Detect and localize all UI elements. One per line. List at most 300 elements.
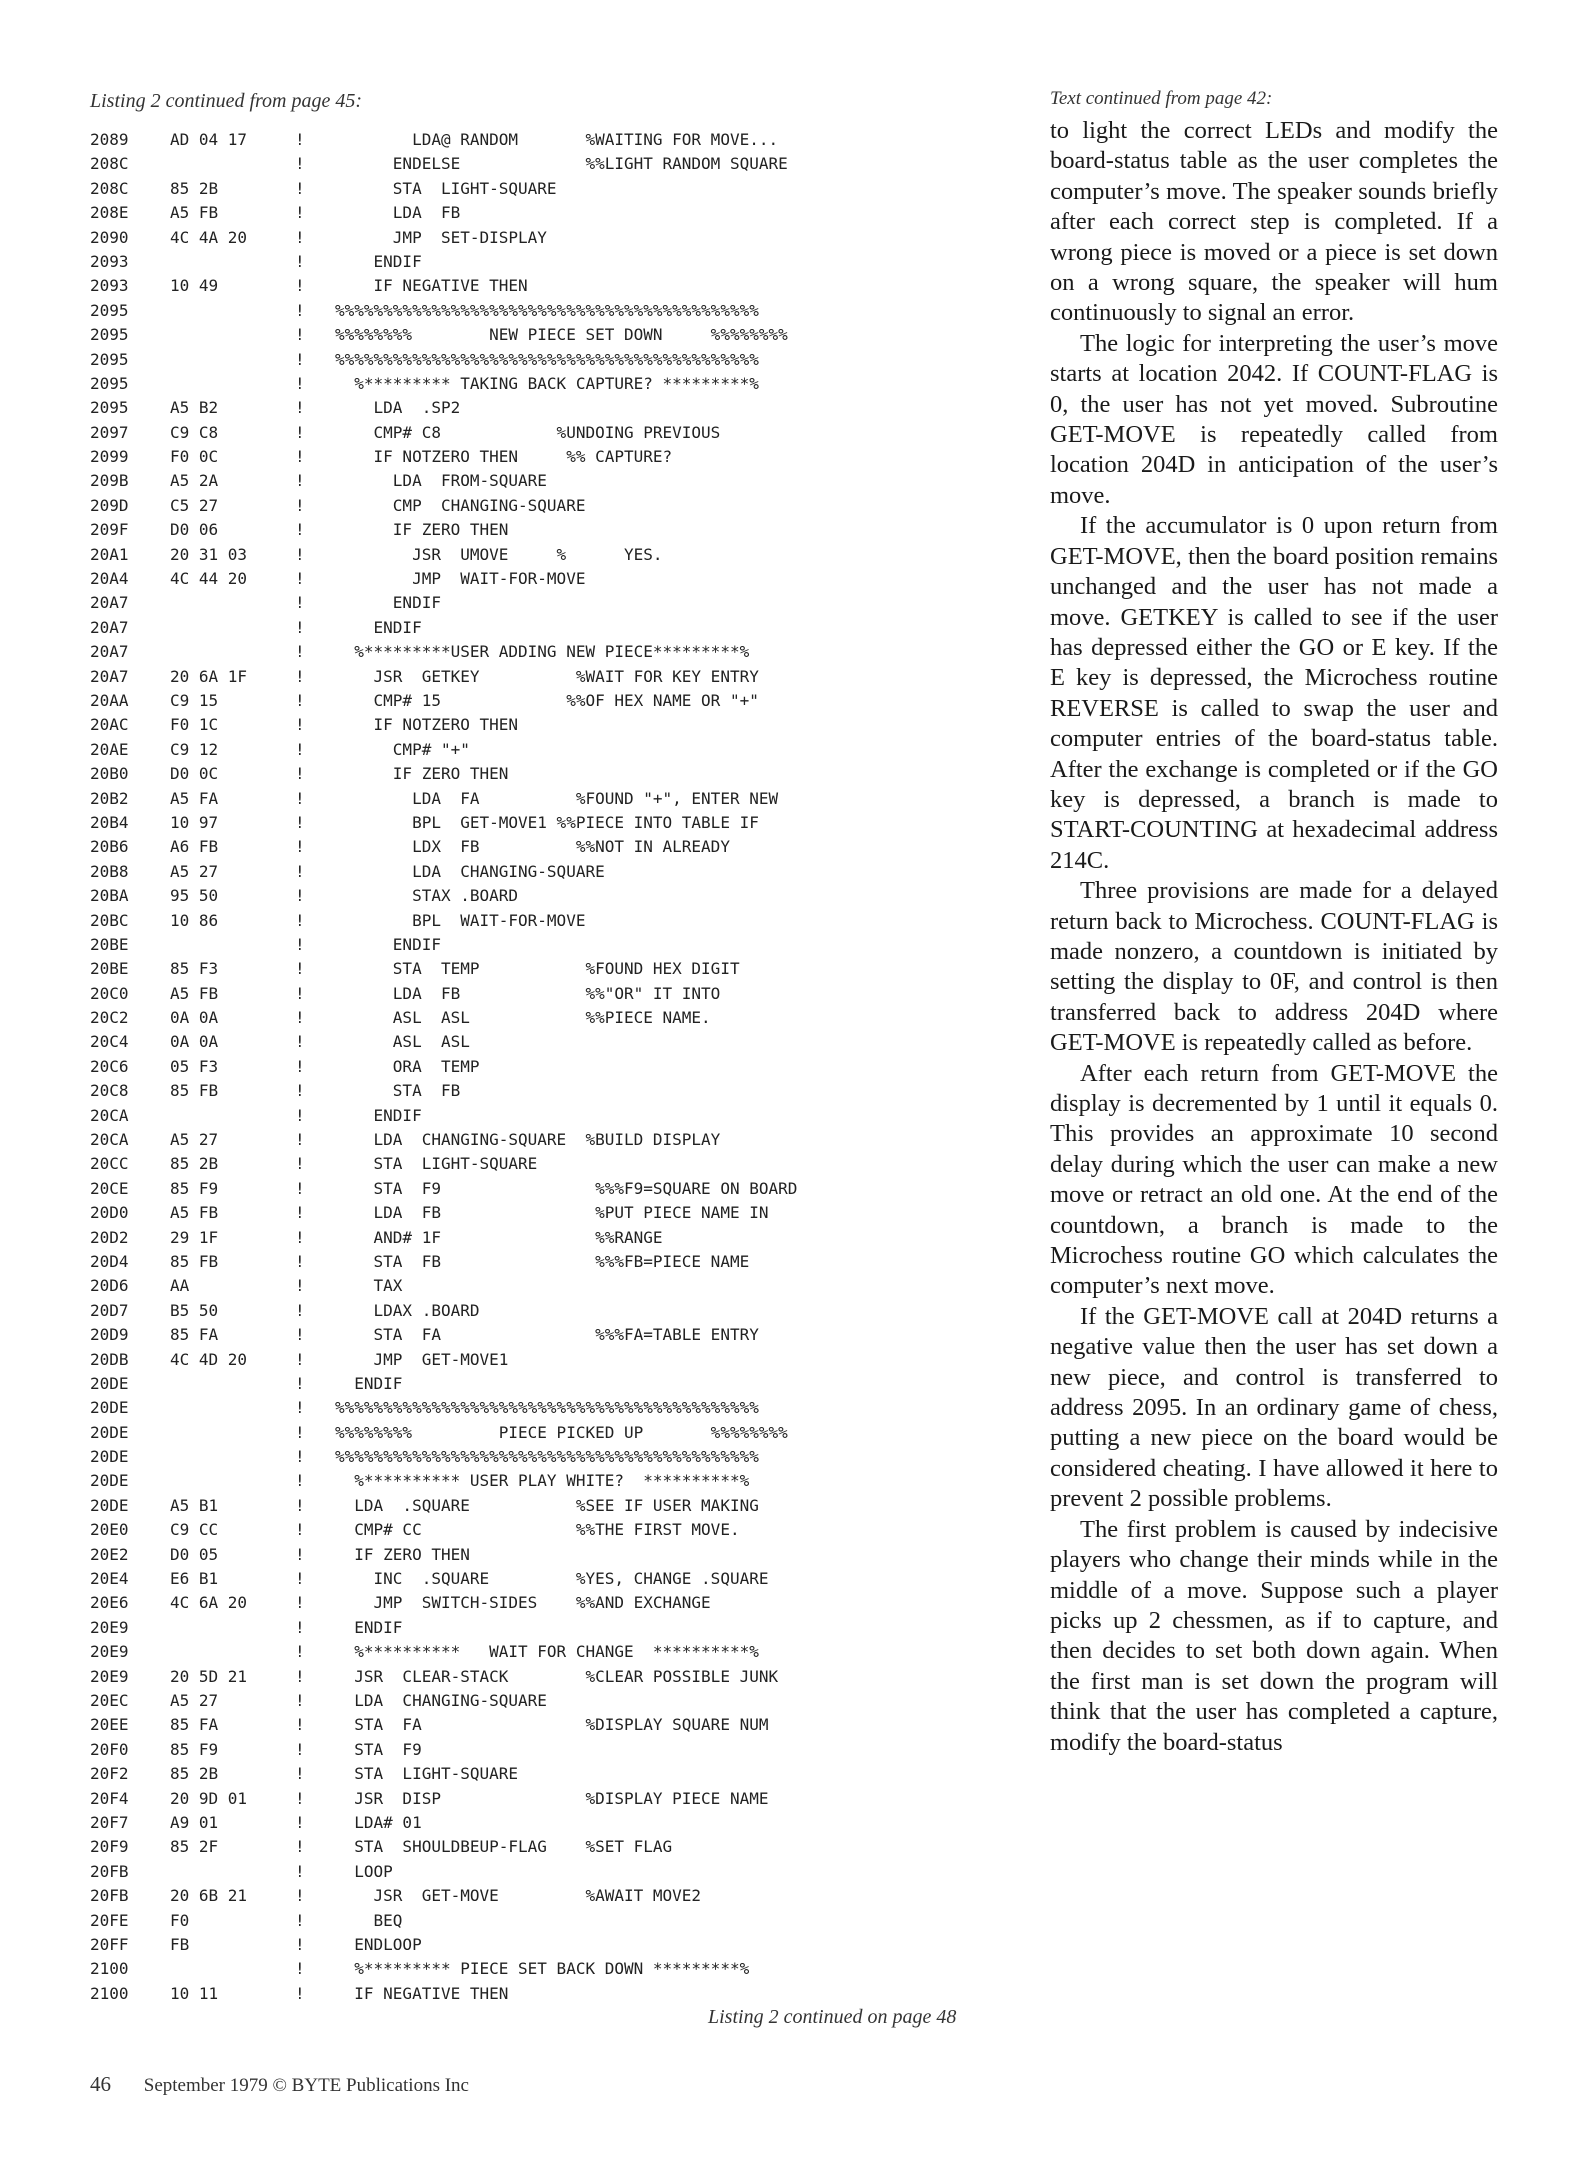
- listing-source: IF ZERO THEN: [335, 1544, 470, 1564]
- listing-address: 209D: [90, 495, 129, 515]
- listing-row: [90, 152, 1010, 176]
- listing-separator: !: [295, 1910, 305, 1930]
- listing-address: 2100: [90, 1983, 129, 2003]
- listing-source: LDA .SP2: [335, 398, 461, 418]
- listing-separator: !: [295, 1154, 305, 1174]
- listing-row: [90, 128, 1010, 152]
- listing-hex: 4C 4D 20: [170, 1349, 248, 1369]
- listing-address: 20CA: [90, 1105, 129, 1125]
- listing-hex: A5 FA: [170, 788, 219, 808]
- listing-row: [90, 177, 1010, 201]
- listing-hex: D0 0C: [170, 764, 219, 784]
- listing-separator: !: [295, 1593, 305, 1613]
- listing-source: ASL ASL: [335, 1032, 470, 1052]
- listing-address: 20D6: [90, 1276, 129, 1296]
- listing-source: JSR GETKEY %WAIT FOR KEY ENTRY: [335, 666, 759, 686]
- listing-row: [90, 226, 1010, 250]
- listing-row: [90, 787, 1010, 811]
- listing-hex: C5 27: [170, 495, 219, 515]
- listing-source: STA FA %DISPLAY SQUARE NUM: [335, 1715, 769, 1735]
- listing-separator: !: [295, 1227, 305, 1247]
- listing-address: 208E: [90, 203, 129, 223]
- listing-address: 20D9: [90, 1325, 129, 1345]
- listing-hex: C9 15: [170, 690, 219, 710]
- listing-source: ENDIF: [335, 934, 441, 954]
- listing-hex: A5 27: [170, 861, 219, 881]
- listing-separator: !: [295, 1447, 305, 1467]
- listing-source: ENDIF: [335, 251, 422, 271]
- listing-row: [90, 1518, 1010, 1542]
- listing-hex: 05 F3: [170, 1056, 219, 1076]
- listing-separator: !: [295, 1056, 305, 1076]
- listing-source: STA F9: [335, 1739, 422, 1759]
- listing-address: 20B2: [90, 788, 129, 808]
- listing-separator: !: [295, 593, 305, 613]
- listing-address: 20A7: [90, 666, 129, 686]
- listing-row: [90, 1396, 1010, 1420]
- listing-separator: !: [295, 1325, 305, 1345]
- listing-separator: !: [295, 1569, 305, 1589]
- listing-hex: 20 5D 21: [170, 1666, 248, 1686]
- listing-separator: !: [295, 1300, 305, 1320]
- listing-separator: !: [295, 1276, 305, 1296]
- listing-separator: !: [295, 1130, 305, 1150]
- listing-row: [90, 1348, 1010, 1372]
- listing-separator: !: [295, 349, 305, 369]
- listing-source: BPL GET-MOVE1 %%PIECE INTO TABLE IF: [335, 812, 759, 832]
- listing-address: 20D2: [90, 1227, 129, 1247]
- listing-separator: !: [295, 861, 305, 881]
- listing-source: %%%%%%%%%%%%%%%%%%%%%%%%%%%%%%%%%%%%%%%%%%%%: [335, 1447, 759, 1467]
- listing-address: 20C6: [90, 1056, 129, 1076]
- listing-separator: !: [295, 373, 305, 393]
- listing-source: LDA@ RANDOM %WAITING FOR MOVE...: [335, 130, 779, 149]
- listing-hex: 85 F3: [170, 959, 219, 979]
- listing-source: ENDIF: [335, 1105, 422, 1125]
- listing-separator: !: [295, 130, 305, 149]
- listing-hex: 85 FB: [170, 1251, 219, 1271]
- listing-separator: !: [295, 1349, 305, 1369]
- listing-source: IF NOTZERO THEN: [335, 715, 519, 735]
- listing-address: 20D7: [90, 1300, 129, 1320]
- listing-row: [90, 1372, 1010, 1396]
- code-listing: [90, 128, 1010, 2006]
- listing-source: STA FA %%%FA=TABLE ENTRY: [335, 1325, 759, 1345]
- listing-separator: !: [295, 251, 305, 271]
- listing-source: ORA TEMP: [335, 1056, 480, 1076]
- listing-separator: !: [295, 910, 305, 930]
- listing-source: %********* PIECE SET BACK DOWN *********%: [335, 1959, 750, 1979]
- listing-row: [90, 1787, 1010, 1811]
- listing-source: %%%%%%%%%%%%%%%%%%%%%%%%%%%%%%%%%%%%%%%%%%%%: [335, 349, 759, 369]
- listing-row: [90, 1811, 1010, 1835]
- listing-row: [90, 1835, 1010, 1859]
- listing-separator: !: [295, 959, 305, 979]
- listing-source: LDA CHANGING-SQUARE %BUILD DISPLAY: [335, 1130, 721, 1150]
- listing-row: [90, 1689, 1010, 1713]
- listing-separator: !: [295, 495, 305, 515]
- listing-source: IF ZERO THEN: [335, 764, 509, 784]
- listing-separator: !: [295, 1861, 305, 1881]
- listing-separator: !: [295, 1837, 305, 1857]
- listing-row: [90, 323, 1010, 347]
- listing-source: LDA FB %PUT PIECE NAME IN: [335, 1203, 769, 1223]
- listing-hex: A5 B1: [170, 1495, 219, 1515]
- listing-source: LDX FB %%NOT IN ALREADY: [335, 837, 730, 857]
- listing-separator: !: [295, 1739, 305, 1759]
- listing-row: [90, 494, 1010, 518]
- listing-separator: !: [295, 569, 305, 589]
- article-paragraph: The first problem is caused by indecisive players who change their minds while in the middle of a move. Suppose such a player picks up 2 chessmen, as if to capture, and then decides to set both down again. When the first man is set down the program will think that the user has completed a capture, modify the board-status: [1050, 1515, 1498, 1756]
- listing-row: [90, 1640, 1010, 1664]
- listing-source: LDA CHANGING-SQUARE: [335, 1691, 547, 1710]
- listing-hex: F0 0C: [170, 447, 219, 467]
- listing-separator: !: [295, 1081, 305, 1101]
- listing-address: 20F9: [90, 1837, 129, 1857]
- listing-address: 20CE: [90, 1178, 129, 1198]
- listing-source: ENDIF: [335, 1617, 403, 1637]
- listing-separator: !: [295, 178, 305, 198]
- listing-row: [90, 348, 1010, 372]
- listing-address: 20DB: [90, 1349, 129, 1369]
- listing-address: 20EE: [90, 1715, 129, 1735]
- listing-hex: 85 FA: [170, 1325, 219, 1345]
- listing-source: %*********USER ADDING NEW PIECE*********%: [335, 642, 750, 662]
- listing-row: [90, 1567, 1010, 1591]
- listing-separator: !: [295, 1788, 305, 1808]
- listing-separator: !: [295, 1520, 305, 1540]
- listing-row: [90, 665, 1010, 689]
- listing-source: %********** WAIT FOR CHANGE **********%: [335, 1642, 759, 1662]
- listing-source: BPL WAIT-FOR-MOVE: [335, 910, 586, 930]
- listing-address: 2095: [90, 349, 129, 369]
- listing-source: CMP CHANGING-SQUARE: [335, 495, 586, 515]
- listing-separator: !: [295, 544, 305, 564]
- listing-row: [90, 835, 1010, 859]
- listing-address: 2093: [90, 251, 129, 271]
- listing-row: [90, 274, 1010, 298]
- listing-hex: C9 CC: [170, 1520, 219, 1540]
- listing-address: 20CC: [90, 1154, 129, 1174]
- listing-separator: !: [295, 1544, 305, 1564]
- listing-address: 20C8: [90, 1081, 129, 1101]
- listing-address: 20BC: [90, 910, 129, 930]
- listing-separator: !: [295, 617, 305, 637]
- listing-hex: 20 6B 21: [170, 1886, 248, 1906]
- listing-address: 20FB: [90, 1886, 129, 1906]
- listing-row: [90, 1616, 1010, 1640]
- listing-address: 20CA: [90, 1130, 129, 1150]
- listing-separator: !: [295, 1764, 305, 1784]
- listing-hex: 95 50: [170, 886, 219, 906]
- listing-hex: 85 FA: [170, 1715, 219, 1735]
- listing-row: [90, 518, 1010, 542]
- listing-address: 20DE: [90, 1422, 129, 1442]
- listing-hex: 85 2B: [170, 1154, 219, 1174]
- listing-source: JMP GET-MOVE1: [335, 1349, 509, 1369]
- listing-row: [90, 1982, 1010, 2006]
- listing-row: [90, 1177, 1010, 1201]
- listing-hex: D0 05: [170, 1544, 219, 1564]
- listing-source: LDA FB: [335, 203, 461, 223]
- listing-row: [90, 1469, 1010, 1493]
- listing-hex: A5 FB: [170, 1203, 219, 1223]
- listing-separator: !: [295, 422, 305, 442]
- listing-hex: 85 2B: [170, 1764, 219, 1784]
- listing-hex: F0: [170, 1910, 190, 1930]
- listing-hex: D0 06: [170, 520, 219, 540]
- listing-hex: A5 FB: [170, 203, 219, 223]
- listing-row: [90, 299, 1010, 323]
- listing-address: 20E2: [90, 1544, 129, 1564]
- listing-row: [90, 543, 1010, 567]
- article-continued-header: Text continued from page 42:: [1050, 88, 1273, 109]
- listing-address: 2095: [90, 373, 129, 393]
- listing-address: 2097: [90, 422, 129, 442]
- listing-row: [90, 1323, 1010, 1347]
- listing-separator: !: [295, 520, 305, 540]
- listing-hex: 4C 44 20: [170, 569, 248, 589]
- article-paragraph: If the accumulator is 0 upon return from GET-MOVE, then the board position remains unchanged and the user has not made a move. GETKEY is called to see if the user has depressed either the GO or E key. If the E key is depressed, the Microchess routine REVERSE is called to swap the user and computer entries of the board-status table. After the exchange is completed or if the GO key is depressed, a branch is made to START-COUNTING at hexadecimal address 214C.: [1050, 512, 1498, 874]
- listing-address: 20C4: [90, 1032, 129, 1052]
- listing-source: STA FB: [335, 1081, 461, 1101]
- listing-source: LDA .SQUARE %SEE IF USER MAKING: [335, 1495, 759, 1515]
- listing-row: [90, 372, 1010, 396]
- listing-separator: !: [295, 1398, 305, 1418]
- listing-source: STA LIGHT-SQUARE: [335, 178, 557, 198]
- listing-hex: F0 1C: [170, 715, 219, 735]
- listing-separator: !: [295, 690, 305, 710]
- listing-row: [90, 1738, 1010, 1762]
- listing-separator: !: [295, 471, 305, 491]
- listing-hex: C9 C8: [170, 422, 219, 442]
- listing-separator: !: [295, 1471, 305, 1491]
- listing-source: LDA# 01: [335, 1812, 422, 1832]
- listing-address: 20D0: [90, 1203, 129, 1223]
- listing-separator: !: [295, 276, 305, 296]
- article-paragraph: to light the correct LEDs and modify the board-status table as the user completes the computer’s move. The speaker sounds briefly after each correct step is completed. If a wrong piece is moved or a piece is set down on a wrong square, the speaker will hum continuously to signal an error.: [1050, 117, 1498, 327]
- listing-address: 20C2: [90, 1008, 129, 1028]
- listing-row: [90, 396, 1010, 420]
- listing-separator: !: [295, 788, 305, 808]
- listing-source: STA SHOULDBEUP-FLAG %SET FLAG: [335, 1837, 673, 1857]
- listing-source: JSR GET-MOVE %AWAIT MOVE2: [335, 1886, 702, 1906]
- listing-address: 20E4: [90, 1569, 129, 1589]
- listing-separator: !: [295, 1812, 305, 1832]
- listing-separator: !: [295, 1422, 305, 1442]
- listing-address: 209F: [90, 520, 129, 540]
- listing-row: [90, 1494, 1010, 1518]
- listing-row: [90, 1957, 1010, 1981]
- listing-source: STA TEMP %FOUND HEX DIGIT: [335, 959, 740, 979]
- listing-source: JSR UMOVE % YES.: [335, 544, 663, 564]
- listing-separator: !: [295, 325, 305, 345]
- article-paragraph: After each return from GET-MOVE the display is decremented by 1 until it equals 0. This provides an approximate 10 second delay during which the user can make a new move or retract an old one. At the end of the countdown, a branch is made to the Microchess routine GO which calculates the computer’s next move.: [1050, 1059, 1498, 1300]
- listing-hex: AD 04 17: [170, 130, 248, 149]
- listing-separator: !: [295, 1715, 305, 1735]
- listing-source: LDAX .BOARD: [335, 1300, 480, 1320]
- listing-hex: 10 97: [170, 812, 219, 832]
- listing-address: 20A7: [90, 642, 129, 662]
- listing-separator: !: [295, 1105, 305, 1125]
- listing-row: [90, 640, 1010, 664]
- listing-separator: !: [295, 227, 305, 247]
- listing-row: [90, 591, 1010, 615]
- listing-hex: 10 11: [170, 1983, 219, 2003]
- article-paragraph: Three provisions are made for a delayed return back to Microchess. COUNT-FLAG is made nonzero, a countdown is initiated by setting the display to 0F, and control is then transferred back to address 204D where GET-MOVE is repeatedly called as before.: [1050, 877, 1498, 1057]
- listing-source: %********* TAKING BACK CAPTURE? *********%: [335, 373, 759, 393]
- listing-address: 20BE: [90, 959, 129, 979]
- listing-address: 20DE: [90, 1447, 129, 1467]
- listing-address: 2095: [90, 398, 129, 418]
- listing-address: 209B: [90, 471, 129, 491]
- listing-address: 20AA: [90, 690, 129, 710]
- listing-row: [90, 1226, 1010, 1250]
- publication-credit: September 1979 © BYTE Publications Inc: [143, 2075, 469, 2096]
- listing-hex: 10 49: [170, 276, 219, 296]
- listing-hex: A5 FB: [170, 983, 219, 1003]
- listing-source: %%%%%%%% PIECE PICKED UP %%%%%%%%: [335, 1422, 788, 1442]
- listing-source: LDA FA %FOUND "+", ENTER NEW: [335, 788, 779, 808]
- page-footer: [90, 2072, 469, 2097]
- listing-row: [90, 1274, 1010, 1298]
- listing-row: [90, 616, 1010, 640]
- listing-separator: !: [295, 812, 305, 832]
- listing-hex: A9 01: [170, 1812, 219, 1832]
- listing-source: BEQ: [335, 1910, 403, 1930]
- listing-separator: !: [295, 1032, 305, 1052]
- listing-separator: !: [295, 764, 305, 784]
- listing-address: 2100: [90, 1959, 129, 1979]
- listing-row: [90, 1762, 1010, 1786]
- listing-address: 20F2: [90, 1764, 129, 1784]
- listing-separator: !: [295, 1495, 305, 1515]
- listing-address: 20DE: [90, 1471, 129, 1491]
- listing-address: 2095: [90, 300, 129, 320]
- listing-address: 20B8: [90, 861, 129, 881]
- listing-hex: A5 27: [170, 1691, 219, 1710]
- listing-source: STA FB %%%FB=PIECE NAME: [335, 1251, 750, 1271]
- listing-hex: 0A 0A: [170, 1032, 219, 1052]
- listing-address: 20E0: [90, 1520, 129, 1540]
- listing-hex: A6 FB: [170, 837, 219, 857]
- listing-separator: !: [295, 1008, 305, 1028]
- listing-separator: !: [295, 715, 305, 735]
- listing-address: 20A4: [90, 569, 129, 589]
- listing-source: JMP SET-DISPLAY: [335, 227, 547, 247]
- listing-source: JSR CLEAR-STACK %CLEAR POSSIBLE JUNK: [335, 1666, 779, 1686]
- listing-row: [90, 445, 1010, 469]
- listing-hex: AA: [170, 1276, 190, 1296]
- listing-hex: 85 F9: [170, 1178, 219, 1198]
- listing-hex: A5 B2: [170, 398, 219, 418]
- listing-hex: 85 FB: [170, 1081, 219, 1101]
- listing-hex: C9 12: [170, 739, 219, 759]
- listing-hex: 4C 4A 20: [170, 227, 248, 247]
- listing-separator: !: [295, 1691, 305, 1710]
- listing-separator: !: [295, 666, 305, 686]
- listing-separator: !: [295, 154, 305, 174]
- listing-address: 20B6: [90, 837, 129, 857]
- listing-address: 20A7: [90, 593, 129, 613]
- listing-hex: 20 6A 1F: [170, 666, 248, 686]
- article-paragraph: If the GET-MOVE call at 204D returns a negative value then the user has set down a new piece, and control is transferred to address 2095. In an ordinary game of chess, putting a new piece on the board would be considered cheating. I have allowed it here to prevent 2 possible problems.: [1050, 1302, 1498, 1513]
- listing-separator: !: [295, 1617, 305, 1637]
- listing-hex: 0A 0A: [170, 1008, 219, 1028]
- listing-source: %%%%%%%%%%%%%%%%%%%%%%%%%%%%%%%%%%%%%%%%%%%%: [335, 300, 759, 320]
- listing-hex: 85 2B: [170, 178, 219, 198]
- listing-separator: !: [295, 1203, 305, 1223]
- listing-hex: 85 2F: [170, 1837, 219, 1857]
- listing-address: 20FB: [90, 1861, 129, 1881]
- listing-source: AND# 1F %%RANGE: [335, 1227, 663, 1247]
- listing-row: [90, 1128, 1010, 1152]
- listing-address: 20DE: [90, 1398, 129, 1418]
- listing-separator: !: [295, 1959, 305, 1979]
- listing-address: 20F0: [90, 1739, 129, 1759]
- listing-row: [90, 689, 1010, 713]
- listing-address: 2095: [90, 325, 129, 345]
- listing-row: [90, 811, 1010, 835]
- listing-row: [90, 762, 1010, 786]
- listing-source: ENDIF: [335, 617, 422, 637]
- listing-address: 20F4: [90, 1788, 129, 1808]
- listing-hex: 10 86: [170, 910, 219, 930]
- listing-row: [90, 1933, 1010, 1957]
- listing-separator: !: [295, 1642, 305, 1662]
- listing-row: [90, 982, 1010, 1006]
- listing-source: %********** USER PLAY WHITE? **********%: [335, 1471, 750, 1491]
- listing-separator: !: [295, 398, 305, 418]
- listing-hex: FB: [170, 1934, 190, 1954]
- listing-source: IF ZERO THEN: [335, 520, 509, 540]
- listing-hex: E6 B1: [170, 1569, 219, 1589]
- listing-address: 2089: [90, 130, 129, 149]
- article-body: [1050, 116, 1498, 1758]
- listing-row: [90, 1591, 1010, 1615]
- listing-hex: A5 27: [170, 1130, 219, 1150]
- page-number: 46: [90, 2072, 111, 2096]
- listing-row: [90, 1030, 1010, 1054]
- listing-source: INC .SQUARE %YES, CHANGE .SQUARE: [335, 1569, 769, 1589]
- listing-row: [90, 1909, 1010, 1933]
- listing-source: CMP# 15 %%OF HEX NAME OR "+": [335, 690, 759, 710]
- listing-separator: !: [295, 1251, 305, 1271]
- listing-address: 20B0: [90, 764, 129, 784]
- listing-address: 20D4: [90, 1251, 129, 1271]
- listing-separator: !: [295, 1666, 305, 1686]
- listing-address: 208C: [90, 178, 129, 198]
- listing-source: ENDELSE %%LIGHT RANDOM SQUARE: [335, 154, 788, 174]
- listing-separator: !: [295, 934, 305, 954]
- listing-separator: !: [295, 203, 305, 223]
- listing-source: %%%%%%%%%%%%%%%%%%%%%%%%%%%%%%%%%%%%%%%%%%%%: [335, 1398, 759, 1418]
- listing-address: 20E9: [90, 1666, 129, 1686]
- listing-row: [90, 738, 1010, 762]
- listing-row: [90, 860, 1010, 884]
- listing-address: 2090: [90, 227, 129, 247]
- listing-row: [90, 1299, 1010, 1323]
- listing-source: CMP# CC %%THE FIRST MOVE.: [335, 1520, 740, 1540]
- listing-source: IF NEGATIVE THEN: [335, 1983, 509, 2003]
- listing-row: [90, 1055, 1010, 1079]
- listing-hex: A5 2A: [170, 471, 219, 491]
- listing-source: STAX .BOARD: [335, 886, 519, 906]
- listing-address: 20BE: [90, 934, 129, 954]
- listing-row: [90, 1421, 1010, 1445]
- listing-row: [90, 1201, 1010, 1225]
- listing-source: LDA FB %%"OR" IT INTO: [335, 983, 721, 1003]
